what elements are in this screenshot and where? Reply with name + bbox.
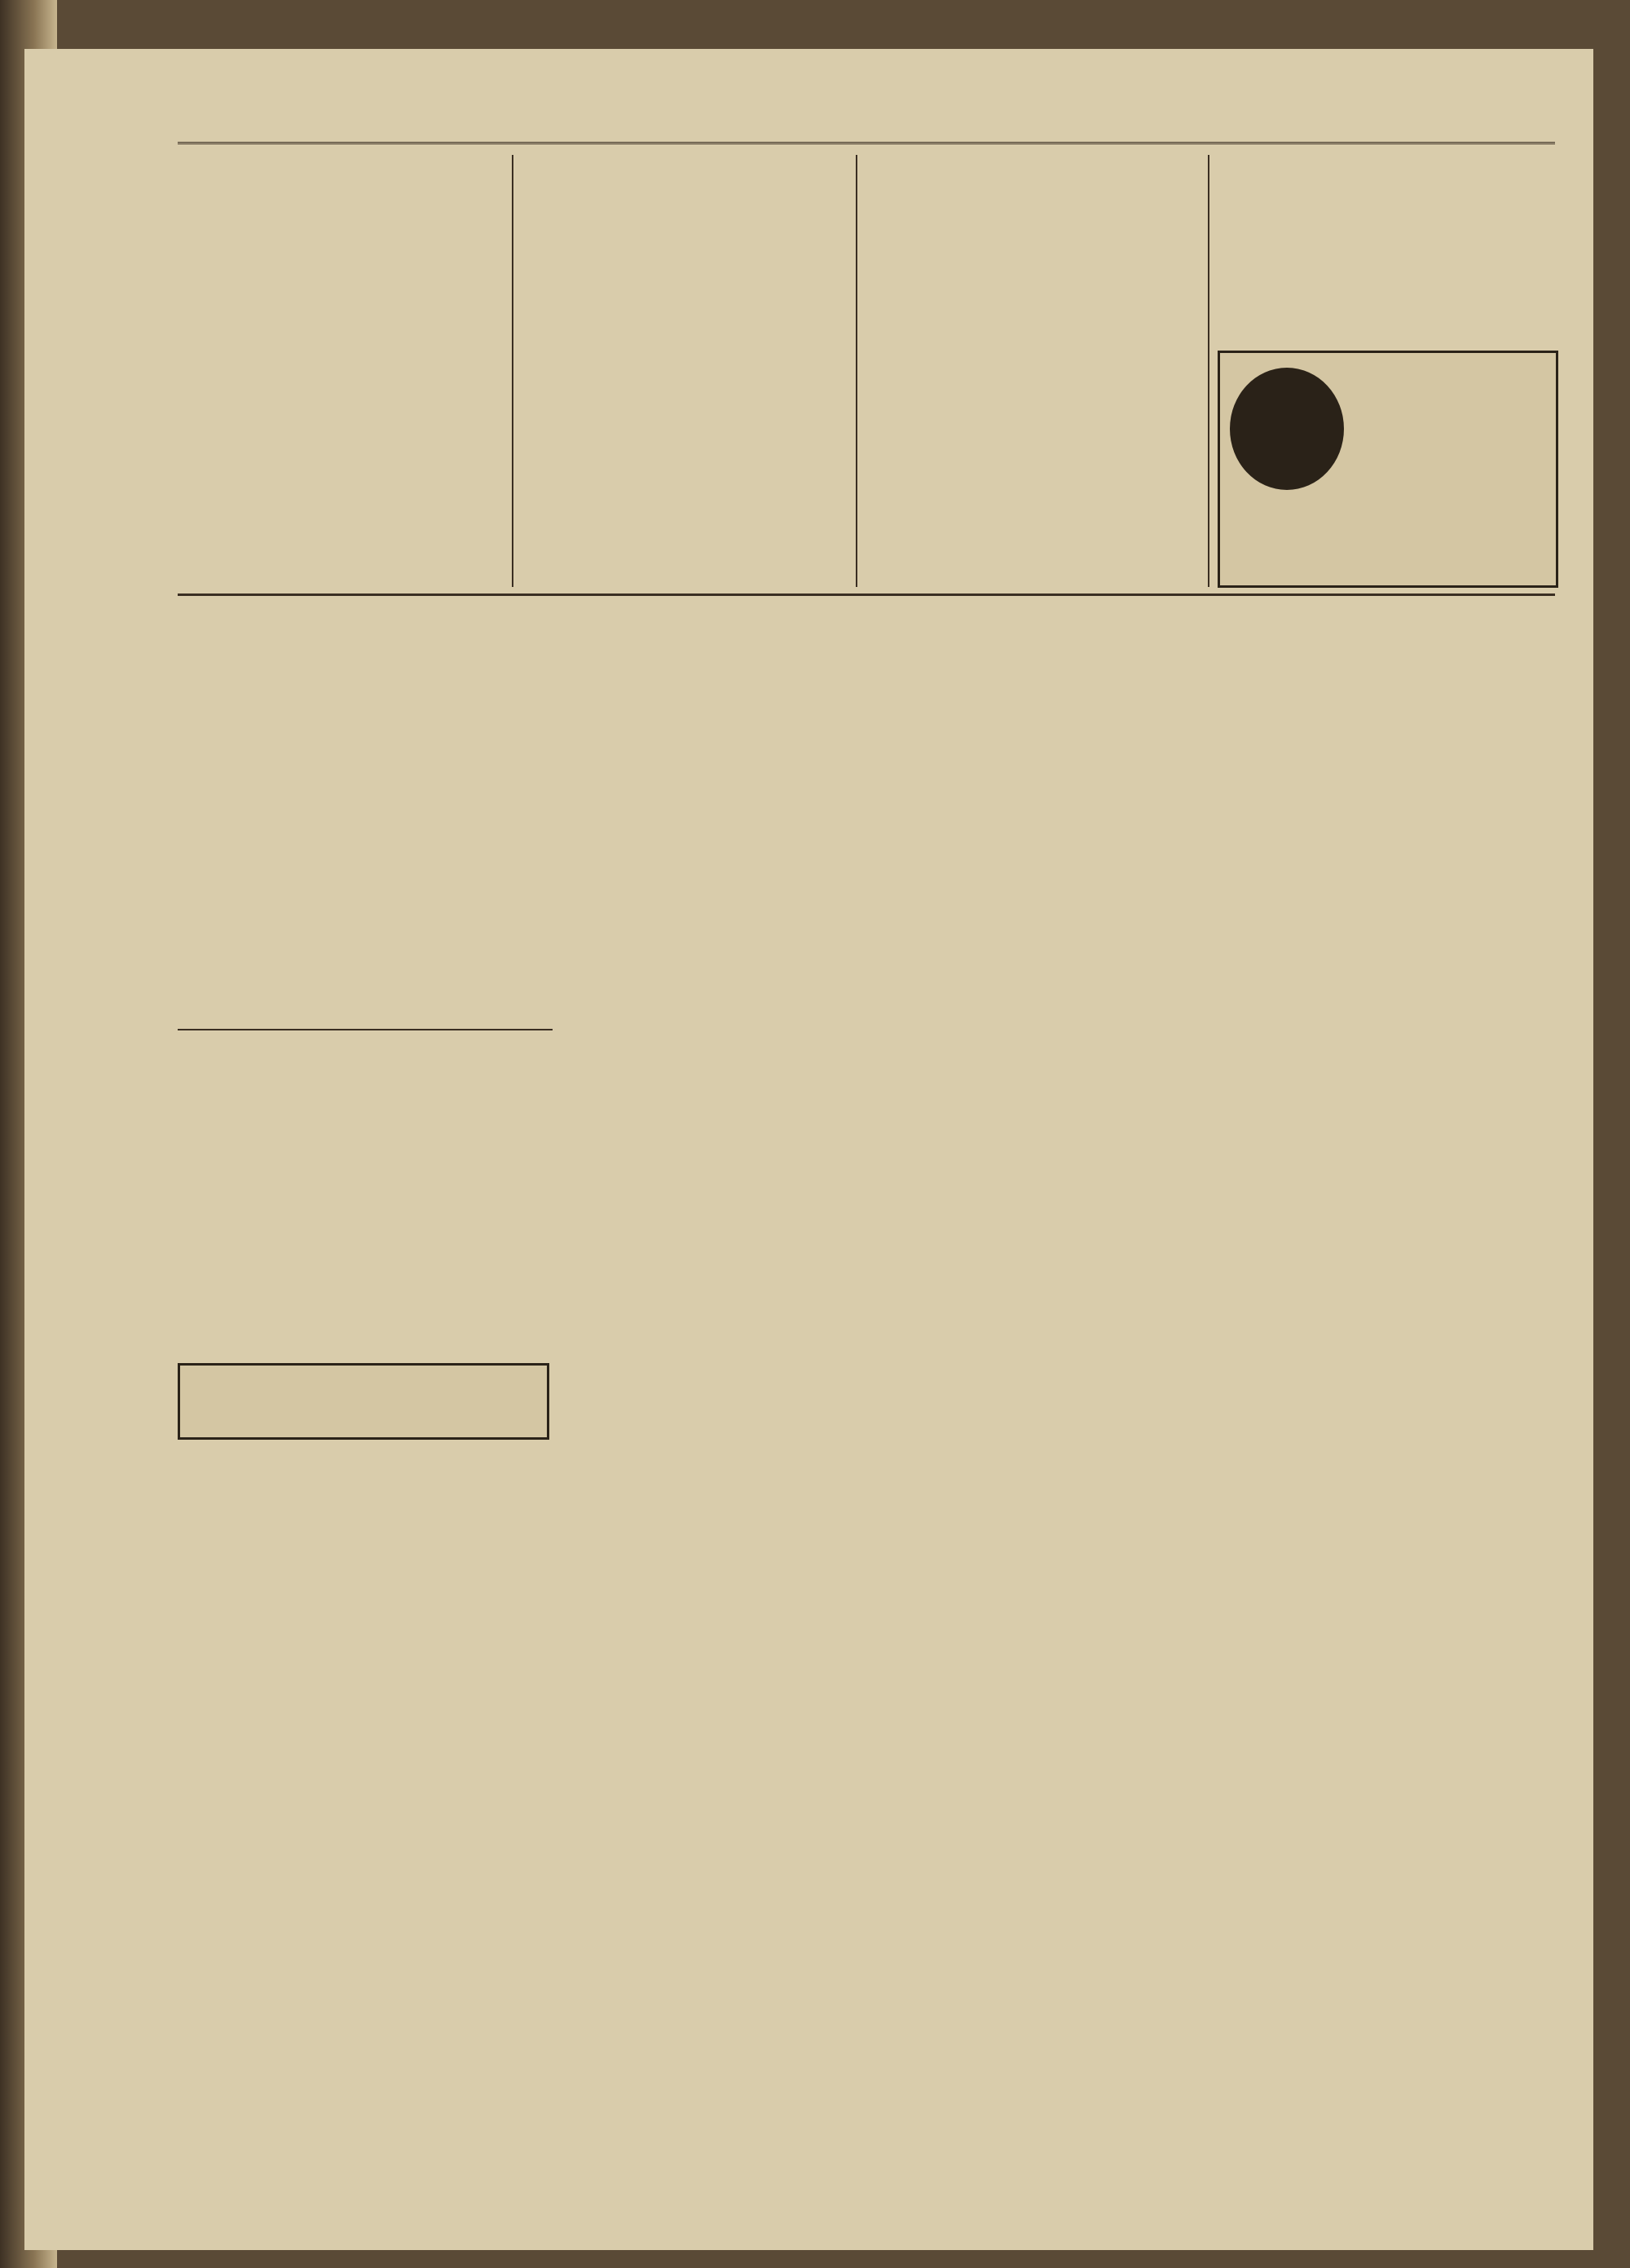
section-rule bbox=[178, 593, 1555, 596]
kaiser-text bbox=[1350, 400, 1550, 414]
section-rule bbox=[178, 1029, 553, 1030]
article-column-4 bbox=[1218, 155, 1558, 342]
article-column-2 bbox=[522, 155, 848, 587]
opernhaus-listing bbox=[178, 602, 553, 1026]
column-rule bbox=[1208, 155, 1209, 587]
kaiser-logo bbox=[1230, 368, 1344, 490]
kaiser-caramellen-ad bbox=[1218, 351, 1558, 588]
column-rule bbox=[512, 155, 513, 587]
schauspielhaus-listing bbox=[178, 1034, 553, 1360]
page-header bbox=[178, 114, 1555, 144]
article-column-1 bbox=[178, 155, 504, 579]
column-rule bbox=[856, 155, 857, 587]
schumann-theater-ad bbox=[178, 1363, 549, 1440]
article-column-3 bbox=[864, 155, 1198, 587]
